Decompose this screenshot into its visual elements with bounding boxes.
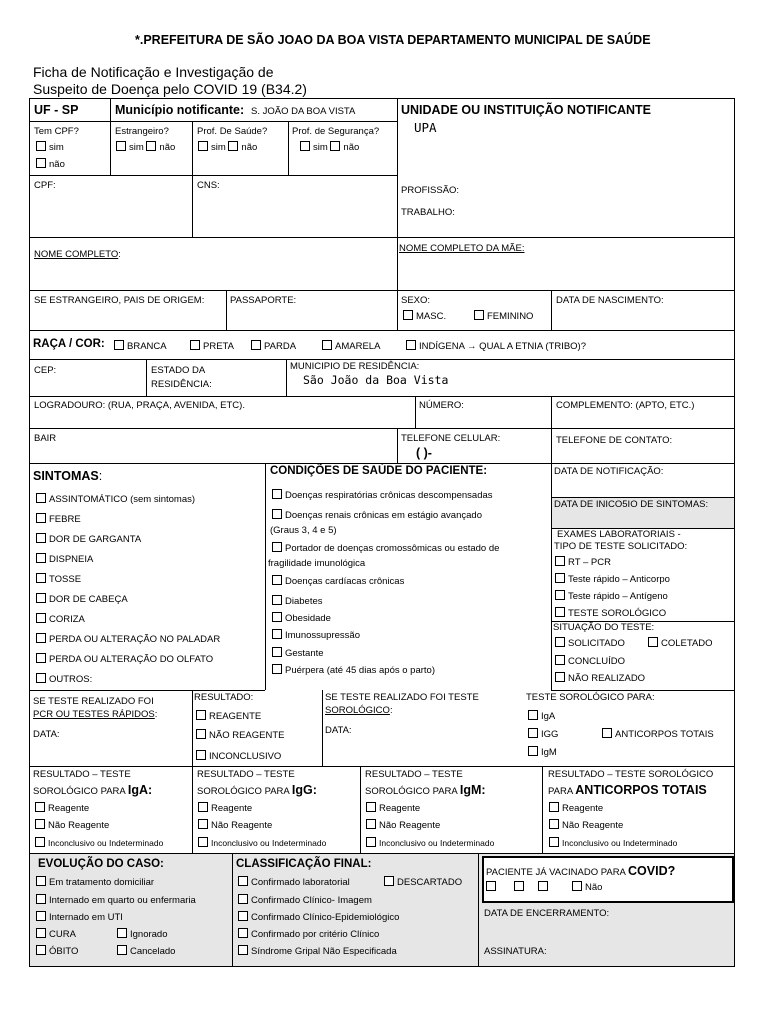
estado-label-2: RESIDÊNCIA: xyxy=(151,379,212,390)
res-ac-nao-reagente[interactable]: Não Reagente xyxy=(549,819,623,831)
sintoma-label: PERDA OU ALTERAÇÃO DO OLFATO xyxy=(49,654,214,665)
sintoma-label: TOSSE xyxy=(49,574,82,585)
vacina-option-3[interactable] xyxy=(538,881,548,891)
data-inicio-label: DATA DE INICO5IO DE SINTOMAS: xyxy=(554,499,709,510)
cond-obesidade[interactable]: Obesidade xyxy=(272,612,331,624)
raca-branca[interactable]: BRANCA xyxy=(114,340,167,352)
checkbox[interactable] xyxy=(272,509,282,519)
contato-label: TELEFONE DE CONTATO: xyxy=(556,435,673,446)
checkbox[interactable] xyxy=(198,141,208,151)
evolucao-obito[interactable]: ÓBITO xyxy=(36,945,78,957)
checkbox[interactable] xyxy=(36,928,46,938)
res-igg-reagente[interactable]: Reagente xyxy=(198,802,252,814)
raca-parda[interactable]: PARDA xyxy=(251,340,296,352)
checkbox[interactable] xyxy=(198,819,208,829)
res-ac-head-1: RESULTADO – TESTE SOROLÓGICO xyxy=(548,769,714,780)
class-sindrome[interactable]: Síndrome Gripal Não Especificada xyxy=(238,945,397,957)
res-igg-head-2: SOROLÓGICO PARA IgG: xyxy=(197,783,317,797)
sintoma-item[interactable] xyxy=(36,633,220,645)
checkbox[interactable] xyxy=(238,928,248,938)
situacao-nao-realizado[interactable]: NÃO REALIZADO xyxy=(555,672,645,684)
res-ac-reagente[interactable]: Reagente xyxy=(549,802,603,814)
resultado-reagente[interactable]: REAGENTE xyxy=(196,710,261,722)
checkbox[interactable] xyxy=(36,573,46,583)
evolucao-cura[interactable]: CURA xyxy=(36,928,76,940)
uf-label: UF - SP xyxy=(34,103,79,117)
checkbox[interactable] xyxy=(272,647,282,657)
checkbox[interactable] xyxy=(528,728,538,738)
checkbox[interactable] xyxy=(36,653,46,663)
checkbox[interactable] xyxy=(238,911,248,921)
checkbox[interactable] xyxy=(555,590,565,600)
checkbox[interactable] xyxy=(384,876,394,886)
cond-cromossomicas-2: fragilidade imunológica xyxy=(268,558,366,569)
res-igg-nao-reagente[interactable]: Não Reagente xyxy=(198,819,272,831)
checkbox[interactable] xyxy=(36,613,46,623)
res-igm-head-2: SOROLÓGICO PARA IgM: xyxy=(365,783,486,797)
checkbox[interactable] xyxy=(116,141,126,151)
complemento-label: COMPLEMENTO: (APTO, ETC.) xyxy=(556,400,695,411)
sintoma-label: DOR DE CABEÇA xyxy=(49,594,128,605)
checkbox[interactable] xyxy=(36,158,46,168)
checkbox[interactable] xyxy=(36,493,46,503)
vacina-option-1[interactable] xyxy=(486,881,496,891)
checkbox[interactable] xyxy=(117,928,127,938)
checkbox[interactable] xyxy=(36,911,46,921)
res-igm-reagente[interactable]: Reagente xyxy=(366,802,420,814)
cep-label: CEP: xyxy=(34,365,57,376)
sintoma-item[interactable] xyxy=(36,653,213,665)
sexo-masc[interactable]: MASC. xyxy=(403,310,446,322)
checkbox[interactable] xyxy=(528,746,538,756)
res-igm-nao-reagente[interactable]: Não Reagente xyxy=(366,819,440,831)
checkbox[interactable] xyxy=(36,633,46,643)
checkbox[interactable] xyxy=(36,673,46,683)
pais-origem-label: SE ESTRANGEIRO, PAIS DE ORIGEM: xyxy=(34,295,205,306)
estrangeiro-options[interactable]: sim não xyxy=(116,141,175,153)
checkbox[interactable] xyxy=(238,894,248,904)
checkbox[interactable] xyxy=(36,141,46,151)
sintoma-label: CORIZA xyxy=(49,614,85,625)
checkbox[interactable] xyxy=(114,340,124,350)
checkbox[interactable] xyxy=(36,593,46,603)
situacao-label: SITUAÇÃO DO TESTE: xyxy=(553,622,655,633)
checkbox[interactable] xyxy=(322,340,332,350)
checkbox[interactable] xyxy=(146,141,156,151)
profissao-label: PROFISSÃO: xyxy=(401,185,460,196)
res-iga-inconclusivo[interactable]: Inconclusivo ou Indeterminado xyxy=(35,837,163,848)
checkbox[interactable] xyxy=(555,637,565,647)
sintoma-label: PERDA OU ALTERAÇÃO NO PALADAR xyxy=(49,634,221,645)
checkbox[interactable] xyxy=(36,513,46,523)
situacao-solicitado[interactable]: SOLICITADO xyxy=(555,637,625,649)
res-igg-inconclusivo[interactable]: Inconclusivo ou Indeterminado xyxy=(198,837,326,848)
sintoma-item[interactable] xyxy=(36,613,85,625)
res-ac-head-2: PARA ANTICORPOS TOTAIS xyxy=(548,783,707,797)
cond-renais[interactable]: Doenças renais crônicas em estágio avançado xyxy=(272,509,482,521)
checkbox[interactable] xyxy=(35,802,45,812)
nome-mae-label: NOME COMPLETO DA MÃE: xyxy=(399,243,525,254)
sexo-label: SEXO: xyxy=(401,295,431,306)
vacina-label: PACIENTE JÁ VACINADO PARA COVID? xyxy=(486,864,676,878)
sintoma-label: FEBRE xyxy=(49,514,81,525)
exame-anticorpo[interactable]: Teste rápido – Anticorpo xyxy=(555,573,670,585)
checkbox[interactable] xyxy=(555,573,565,583)
passaporte-label: PASSAPORTE: xyxy=(230,295,297,306)
res-ac-inconclusivo[interactable]: Inconclusivo ou Indeterminado xyxy=(549,837,677,848)
checkbox[interactable] xyxy=(272,629,282,639)
checkbox[interactable] xyxy=(117,945,127,955)
checkbox[interactable] xyxy=(272,612,282,622)
sexo-feminino[interactable]: FEMININO xyxy=(474,310,533,322)
exame-sorologico[interactable]: TESTE SOROLÓGICO xyxy=(555,607,666,619)
checkbox[interactable] xyxy=(549,837,559,847)
soro-igg[interactable]: IGG xyxy=(528,728,558,740)
checkbox[interactable] xyxy=(238,945,248,955)
form-title-line2: Suspeito de Doença pelo COVID 19 (B34.2) xyxy=(33,81,307,97)
checkbox[interactable] xyxy=(366,802,376,812)
checkbox[interactable] xyxy=(272,542,282,552)
classificacao-label: CLASSIFICAÇÃO FINAL: xyxy=(236,858,372,870)
cond-respiratorias[interactable]: Doenças respiratórias crônicas descompensadas xyxy=(272,489,493,501)
exame-antigeno[interactable]: Teste rápido – Antígeno xyxy=(555,590,668,602)
cond-diabetes[interactable]: Diabetes xyxy=(272,595,323,607)
checkbox[interactable] xyxy=(330,141,340,151)
soro-para-label: TESTE SOROLÓGICO PARA: xyxy=(526,692,655,703)
checkbox[interactable] xyxy=(555,556,565,566)
situacao-concluido[interactable]: CONCLUÍDO xyxy=(555,655,625,667)
checkbox[interactable] xyxy=(272,595,282,605)
assinatura-label: ASSINATURA: xyxy=(484,946,547,957)
estrangeiro-label: Estrangeiro? xyxy=(115,126,169,137)
numero-label: NÚMERO: xyxy=(419,400,464,411)
data-notificacao-label: DATA DE NOTIFICAÇÃO: xyxy=(554,466,664,477)
vacina-nao[interactable]: Não xyxy=(572,881,602,893)
prefeitura-header: *.PREFEITURA DE SÃO JOAO DA BOA VISTA DEPARTAMENTO MUNICIPAL DE SAÚDE xyxy=(135,33,651,47)
raca-amarela[interactable]: AMARELA xyxy=(322,340,380,352)
exame-rt-pcr[interactable]: RT – PCR xyxy=(555,556,611,568)
tem-cpf-label: Tem CPF? xyxy=(34,126,79,137)
situacao-coletado[interactable]: COLETADO xyxy=(648,637,713,649)
cond-gestante[interactable]: Gestante xyxy=(272,647,324,659)
evolucao-cancelado[interactable]: Cancelado xyxy=(117,945,175,957)
sintoma-item[interactable] xyxy=(36,593,128,605)
class-imagem[interactable]: Confirmado Clínico- Imagem xyxy=(238,894,372,906)
tem-cpf-sim[interactable]: sim xyxy=(36,141,64,153)
checkbox[interactable] xyxy=(198,837,208,847)
prof-seguranca-label: Prof. de Segurança? xyxy=(292,126,380,137)
nascimento-label: DATA DE NASCIMENTO: xyxy=(556,295,664,306)
municipio-value: S. JOÃO DA BOA VISTA xyxy=(251,106,356,117)
tem-cpf-nao[interactable]: não xyxy=(36,158,65,170)
checkbox[interactable] xyxy=(366,837,376,847)
checkbox[interactable] xyxy=(36,945,46,955)
soro-igm[interactable]: IgM xyxy=(528,746,557,758)
checkbox[interactable] xyxy=(198,802,208,812)
resultado-inconclusivo[interactable]: INCONCLUSIVO xyxy=(196,750,281,762)
sintoma-label: ASSINTOMÁTICO (sem sintomas) xyxy=(49,494,196,505)
res-iga-nao-reagente[interactable]: Não Reagente xyxy=(35,819,109,831)
checkbox[interactable] xyxy=(35,837,45,847)
checkbox[interactable] xyxy=(549,819,559,829)
evolucao-enfermaria[interactable]: Internado em quarto ou enfermaria xyxy=(36,894,196,906)
class-descartado[interactable]: DESCARTADO xyxy=(384,876,462,888)
unidade-value: UPA xyxy=(414,120,437,135)
checkbox[interactable] xyxy=(238,876,248,886)
evolucao-ignorado[interactable]: Ignorado xyxy=(117,928,168,940)
checkbox[interactable] xyxy=(555,672,565,682)
checkbox[interactable] xyxy=(36,533,46,543)
evolucao-label: EVOLUÇÃO DO CASO: xyxy=(38,858,164,870)
checkbox[interactable] xyxy=(36,876,46,886)
checkbox[interactable] xyxy=(36,894,46,904)
soro-anticorpos-totais[interactable]: ANTICORPOS TOTAIS xyxy=(602,728,714,740)
cond-puerpera[interactable]: Puérpera (até 45 dias após o parto) xyxy=(272,664,435,676)
prof-saude-options[interactable]: sim não xyxy=(198,141,257,153)
pcr-label-1: SE TESTE REALIZADO FOI xyxy=(33,696,154,707)
municipio-residencia-value: São João da Boa Vista xyxy=(303,373,449,387)
soro-label-1: SE TESTE REALIZADO FOI TESTE xyxy=(325,692,479,703)
soro-data-label: DATA: xyxy=(325,725,352,736)
sintoma-item[interactable] xyxy=(36,673,92,685)
celular-value: ( )- xyxy=(416,446,432,460)
cond-cardiacas[interactable]: Doenças cardíacas crônicas xyxy=(272,575,404,587)
vacina-option-2[interactable] xyxy=(514,881,524,891)
resultado-label: RESULTADO: xyxy=(194,692,254,703)
cond-cromossomicas[interactable]: Portador de doenças cromossômicas ou estado de xyxy=(272,542,499,554)
res-igm-inconclusivo[interactable]: Inconclusivo ou Indeterminado xyxy=(366,837,494,848)
checkbox[interactable] xyxy=(35,819,45,829)
trabalho-label: TRABALHO: xyxy=(401,207,455,218)
class-laboratorial[interactable]: Confirmado laboratorial xyxy=(238,876,350,888)
cns-label: CNS: xyxy=(197,180,220,191)
raca-preta[interactable]: PRETA xyxy=(190,340,234,352)
res-igg-head-1: RESULTADO – TESTE xyxy=(197,769,295,780)
pcr-data-label: DATA: xyxy=(33,729,60,740)
form-title-line1: Ficha de Notificação e Investigação de xyxy=(33,64,274,80)
res-igm-head-1: RESULTADO – TESTE xyxy=(365,769,463,780)
evolucao-domiciliar[interactable]: Em tratamento domiciliar xyxy=(36,876,154,888)
resultado-nao-reagente[interactable]: NÃO REAGENTE xyxy=(196,729,285,741)
checkbox[interactable] xyxy=(36,553,46,563)
sintoma-item[interactable] xyxy=(36,513,81,525)
class-epidemiologico[interactable]: Confirmado Clínico-Epidemiológico xyxy=(238,911,399,923)
sintoma-item[interactable] xyxy=(36,553,93,565)
checkbox[interactable] xyxy=(272,489,282,499)
vacina-box xyxy=(482,856,734,903)
logradouro-label: LOGRADOURO: (RUA, PRAÇA, AVENIDA, ETC). xyxy=(34,400,245,411)
checkbox[interactable] xyxy=(228,141,238,151)
res-iga-head-1: RESULTADO – TESTE xyxy=(33,769,131,780)
checkbox[interactable] xyxy=(403,310,413,320)
pcr-label-2: PCR OU TESTES RÁPIDOS: xyxy=(33,709,158,720)
sintoma-item[interactable] xyxy=(36,493,195,505)
sintoma-label: DOR DE GARGANTA xyxy=(49,534,142,545)
checkbox[interactable] xyxy=(406,340,416,350)
class-criterio[interactable]: Confirmado por critério Clínico xyxy=(238,928,379,940)
checkbox[interactable] xyxy=(602,728,612,738)
bairro-label: BAIR xyxy=(34,433,57,444)
raca-label: RAÇA / COR: xyxy=(33,338,105,350)
checkbox[interactable] xyxy=(272,575,282,585)
checkbox[interactable] xyxy=(366,819,376,829)
checkbox[interactable] xyxy=(196,750,206,760)
raca-indigena[interactable]: INDÍGENA → QUAL A ETNIA (TRIBO)? xyxy=(406,340,586,352)
celular-label: TELEFONE CELULAR: xyxy=(401,433,501,444)
encerramento-label: DATA DE ENCERRAMENTO: xyxy=(484,908,610,919)
checkbox[interactable] xyxy=(474,310,484,320)
checkbox[interactable] xyxy=(555,655,565,665)
sintoma-label: DISPNEIA xyxy=(49,554,94,565)
sintoma-item[interactable] xyxy=(36,573,81,585)
checkbox[interactable] xyxy=(648,637,658,647)
checkbox[interactable] xyxy=(555,607,565,617)
exames-label-2: TIPO DE TESTE SOLICITADO: xyxy=(554,541,688,552)
checkbox[interactable] xyxy=(572,881,582,891)
municipio-label: Município notificante: xyxy=(115,103,245,117)
checkbox[interactable] xyxy=(272,664,282,674)
prof-seguranca-options[interactable]: sim não xyxy=(300,141,359,153)
soro-iga[interactable]: IgA xyxy=(528,710,555,722)
checkbox[interactable] xyxy=(300,141,310,151)
sintoma-label: OUTROS: xyxy=(49,674,93,685)
unidade-label: UNIDADE OU INSTITUIÇÃO NOTIFICANTE xyxy=(401,103,651,117)
prof-saude-label: Prof. De Saúde? xyxy=(197,126,268,137)
checkbox[interactable] xyxy=(528,710,538,720)
estado-label-1: ESTADO DA xyxy=(151,365,206,376)
nome-completo-label: NOME COMPLETO: xyxy=(34,249,121,260)
evolucao-uti[interactable]: Internado em UTI xyxy=(36,911,123,923)
municipio-residencia-label: MUNICIPIO DE RESIDÊNCIA: xyxy=(290,361,420,372)
checkbox[interactable] xyxy=(196,710,206,720)
checkbox[interactable] xyxy=(251,340,261,350)
sintoma-item[interactable] xyxy=(36,533,141,545)
checkbox[interactable] xyxy=(196,729,206,739)
checkbox[interactable] xyxy=(549,802,559,812)
exames-label-1: EXAMES LABORATORIAIS - xyxy=(557,529,681,540)
sintomas-label: SINTOMAS: xyxy=(33,469,103,483)
res-iga-reagente[interactable]: Reagente xyxy=(35,802,89,814)
soro-label-2: SOROLÓGICO: xyxy=(325,705,393,716)
res-iga-head-2: SOROLÓGICO PARA IgA: xyxy=(33,783,153,797)
checkbox[interactable] xyxy=(190,340,200,350)
cond-imuno[interactable]: Imunossupressão xyxy=(272,629,360,641)
cpf-label: CPF: xyxy=(34,180,56,191)
cond-renais-graus: (Graus 3, 4 e 5) xyxy=(270,525,337,536)
condicoes-label: CONDIÇÕES DE SAÚDE DO PACIENTE: xyxy=(270,465,488,477)
